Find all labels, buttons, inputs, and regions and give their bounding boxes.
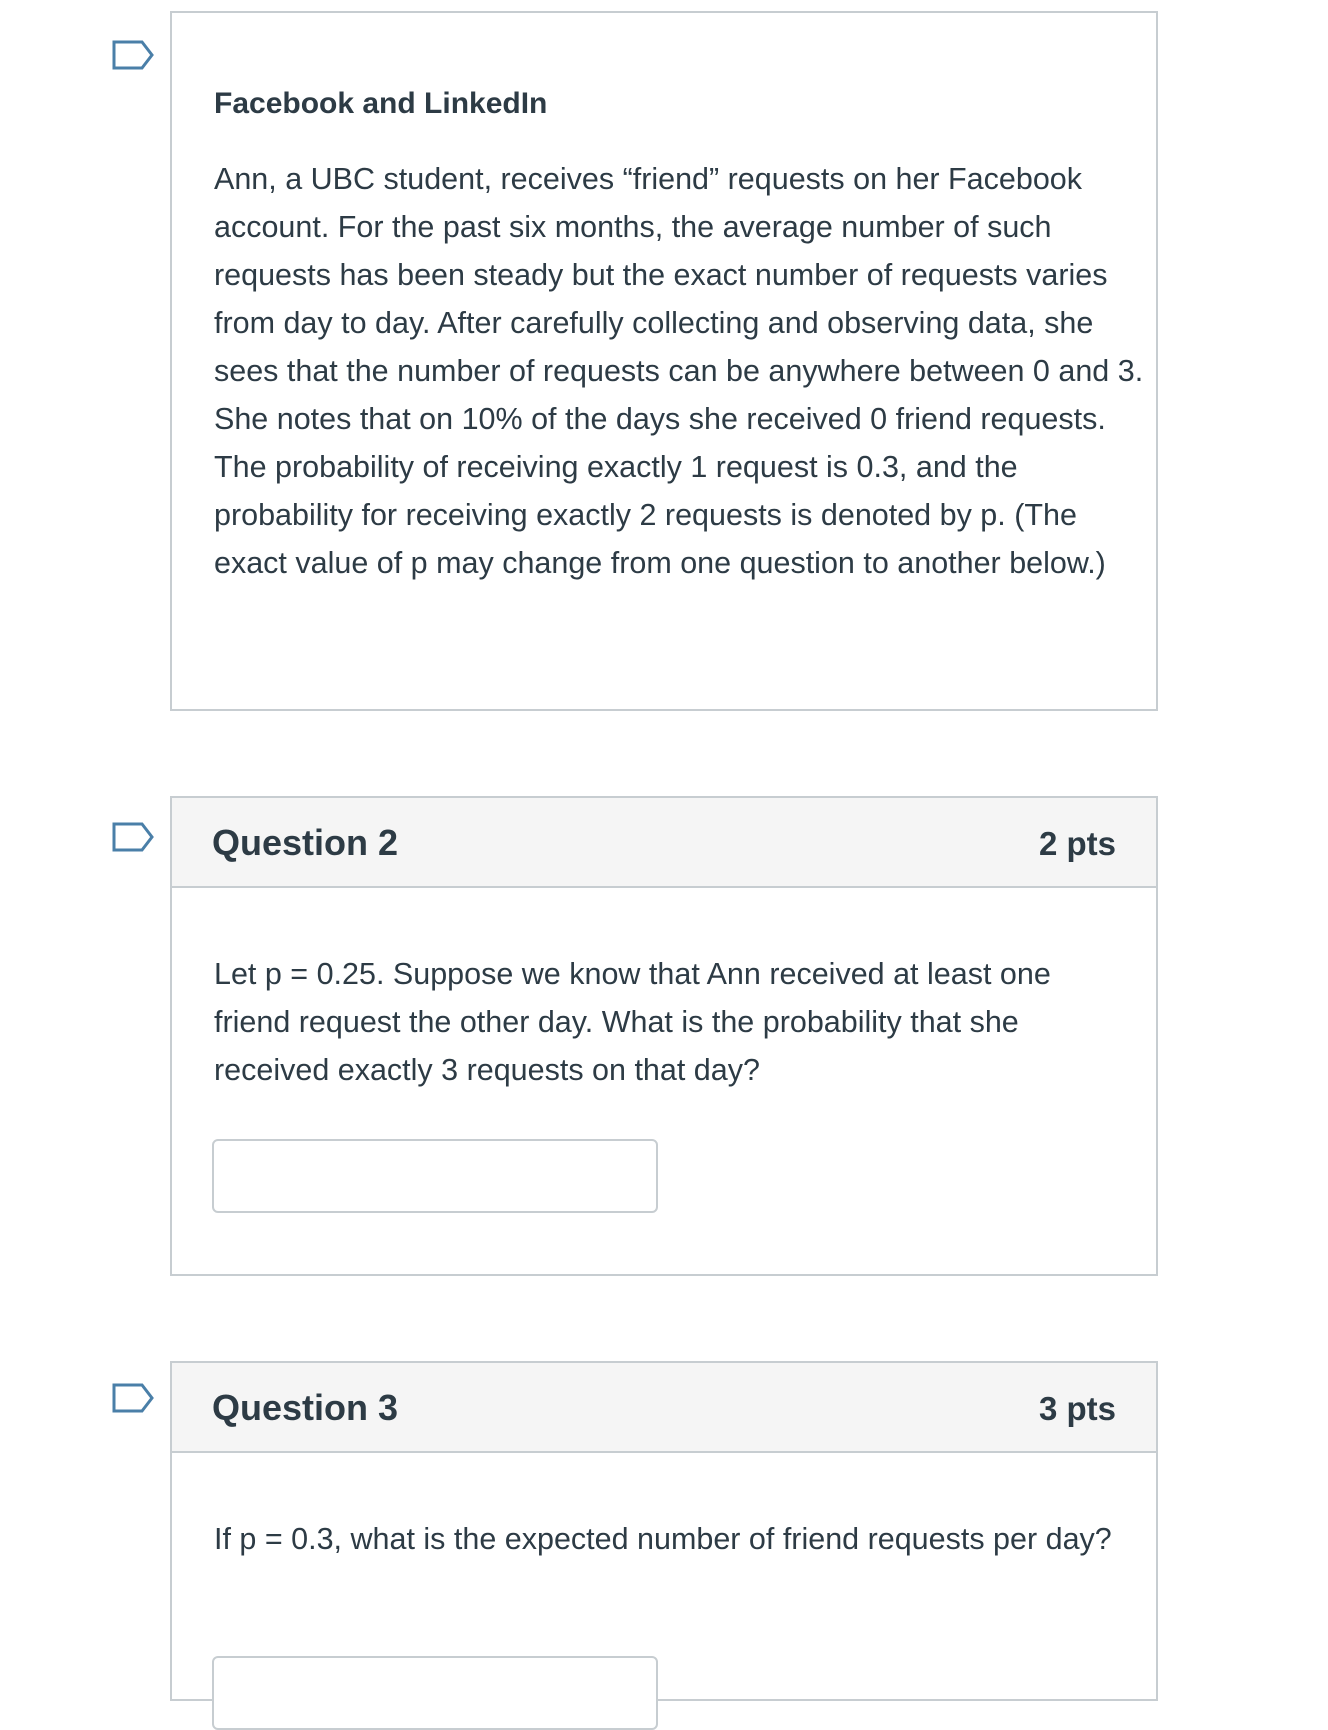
question-2-points: 2 pts xyxy=(1038,825,1116,862)
question-2 xyxy=(170,796,1158,1276)
stimulus-body: Ann, a UBC student, receives “friend” requests on her Facebook account. For the past six months, the average number of such requests has been steady but the exact number of requests varies from day to day. After carefully collecting and observing data, she sees that the number of requests can be anywhere between 0 and 3. She notes that on 10% of the days she received 0 friend requests. The probability of receiving exactly 1 request is 0.3, and the probability for receiving exactly 2 requests is denoted by p. (The exact value of p may change from one question to another below.) xyxy=(214,162,1144,580)
question-2-text: Let p = 0.25. Suppose we know that Ann received at least one friend request the other day. What is the probability that she received exactly 3 requests on that day? xyxy=(214,957,1051,1087)
question-2-header xyxy=(172,798,1156,888)
stimulus-block xyxy=(170,11,1158,711)
flag-question-icon[interactable] xyxy=(112,40,154,70)
question-3-points: 3 pts xyxy=(1038,1390,1116,1427)
flag-question-3-icon[interactable] xyxy=(112,1383,154,1413)
question-3 xyxy=(170,1361,1158,1701)
question-3-header xyxy=(172,1363,1156,1453)
question-3-text: If p = 0.3, what is the expected number of friend requests per day? xyxy=(214,1522,1112,1556)
question-3-title: Question 3 xyxy=(212,1387,399,1428)
stimulus-title: Facebook and LinkedIn xyxy=(214,87,548,120)
question-2-title: Question 2 xyxy=(212,822,399,863)
question-3-answer-input[interactable] xyxy=(212,1656,658,1730)
question-2-answer-input[interactable] xyxy=(212,1139,658,1213)
flag-question-2-icon[interactable] xyxy=(112,822,154,852)
